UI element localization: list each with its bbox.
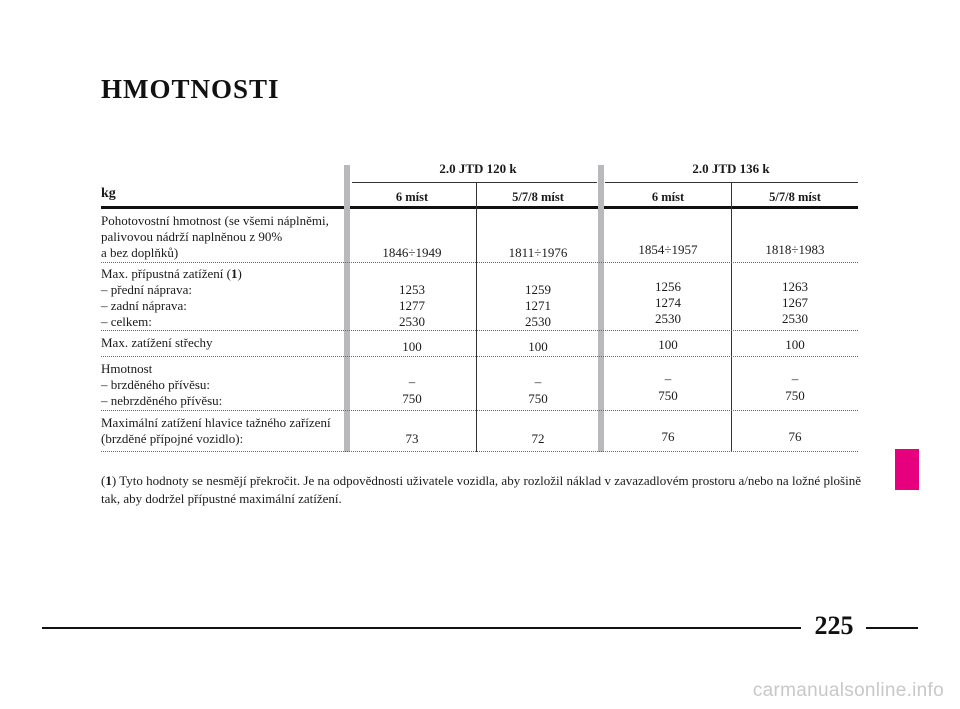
table-cell: [608, 279, 728, 327]
table-cell: [478, 339, 598, 355]
column-divider: [731, 183, 732, 452]
cell-value: 750: [402, 391, 422, 406]
unit-label: kg: [101, 186, 116, 201]
footnote-open: (: [101, 473, 106, 488]
column-header: 6 míst: [395, 190, 429, 204]
cell-value: 100: [528, 339, 548, 354]
cell-value: 1846÷1949: [382, 245, 442, 260]
row-divider: [101, 451, 858, 452]
label-line: – zadní náprava:: [101, 298, 187, 313]
label-line: [101, 266, 346, 282]
row-label-max-axle-load: [101, 266, 346, 330]
table-cell: [352, 245, 472, 261]
cell-value: 1256: [655, 279, 681, 294]
cell-value: 1263: [782, 279, 808, 294]
cell-value: 2530: [782, 311, 808, 326]
label-line: – brzděného přívěsu:: [101, 377, 211, 392]
cell-value: 1274: [655, 295, 681, 310]
cell-value: 1854÷1957: [638, 242, 698, 257]
group-underline: [352, 182, 597, 183]
table-cell: [735, 429, 855, 445]
label-line: – přední náprava:: [101, 282, 192, 297]
label-line: palivovou nádrží naplněnou z 90%: [101, 229, 283, 244]
cell-value: –: [534, 374, 542, 389]
cell-value: 76: [788, 429, 802, 444]
column-separator: [598, 165, 604, 452]
row-divider: [101, 356, 858, 357]
footnote-ref: 1: [230, 266, 238, 281]
label-line: Max. zatížení střechy: [101, 335, 213, 350]
row-divider: [101, 330, 858, 331]
cell-value: 750: [785, 388, 805, 403]
group-header-120k: 2.0 JTD 120 k: [439, 161, 517, 176]
cell-value: 2530: [525, 314, 551, 329]
page-number: 225: [814, 611, 854, 640]
label-line: – nebrzděného přívěsu:: [101, 393, 223, 408]
column-header: 6 míst: [651, 190, 685, 204]
cell-value: –: [664, 371, 672, 386]
cell-value: 2530: [655, 311, 681, 326]
label-line: Hmotnost: [101, 361, 153, 376]
table-cell: [352, 431, 472, 447]
table-cell: [478, 374, 598, 407]
cell-value: 1259: [525, 282, 551, 297]
label-line: Pohotovostní hmotnost (se všemi náplněmi,: [101, 213, 329, 228]
table-cell: [608, 337, 728, 353]
cell-value: 2530: [399, 314, 425, 329]
section-tab-marker: [895, 449, 919, 490]
label-line: Maximální zatížení hlavice tažného zařízení: [101, 415, 331, 430]
cell-value: 72: [531, 431, 545, 446]
table-cell: [608, 242, 728, 258]
cell-value: –: [408, 374, 416, 389]
cell-value: 1267: [782, 295, 808, 310]
table-cell: [478, 431, 598, 447]
row-label-trailer-weight: [101, 361, 346, 409]
cell-value: 750: [658, 388, 678, 403]
footnote-ref: 1: [105, 473, 112, 488]
header-rule: [101, 206, 858, 209]
cell-value: 100: [402, 339, 422, 354]
cell-value: 100: [785, 337, 805, 352]
watermark: carmanualsonline.info: [752, 680, 944, 701]
table-cell: [352, 282, 472, 330]
table-cell: [735, 337, 855, 353]
cell-value: 1818÷1983: [765, 242, 825, 257]
cell-value: 1253: [399, 282, 425, 297]
column-header: 5/7/8 míst: [512, 190, 564, 204]
footer-rule: [42, 627, 801, 629]
cell-value: 73: [405, 431, 419, 446]
label-line: (brzděné přípojné vozidlo):: [101, 431, 244, 446]
label-text: Max. přípustná zatížení (: [101, 266, 231, 281]
table-cell: [735, 242, 855, 258]
table-cell: [478, 245, 598, 261]
table-cell: [352, 339, 472, 355]
table-cell: [478, 282, 598, 330]
cell-value: –: [791, 371, 799, 386]
group-header-136k: 2.0 JTD 136 k: [692, 161, 770, 176]
footnote-text: ) Tyto hodnoty se nesmějí překročit. Je na odpovědnosti uživatele vozidla, aby rozložil náklad v zavazadlovém prostoru a/nebo na ložné plošině tak, aby dodržel přípustné maximální zatížení.: [101, 473, 861, 506]
table-cell: [608, 371, 728, 404]
label-line: – celkem:: [101, 314, 152, 329]
cell-value: 1271: [525, 298, 551, 313]
row-label-curb-weight: [101, 213, 346, 261]
cell-value: 1811÷1976: [508, 245, 568, 260]
cell-value: 100: [658, 337, 678, 352]
label-text: ): [237, 266, 242, 281]
row-divider: [101, 262, 858, 263]
row-label-tow-hitch-load: [101, 415, 346, 447]
row-label-roof-load: [101, 335, 346, 351]
cell-value: 750: [528, 391, 548, 406]
cell-value: 1277: [399, 298, 425, 313]
column-divider: [476, 183, 477, 452]
table-cell: [608, 429, 728, 445]
column-header: 5/7/8 míst: [769, 190, 821, 204]
label-line: a bez doplňků): [101, 245, 179, 260]
table-cell: [735, 279, 855, 327]
footer-rule: [866, 627, 918, 629]
footnote: [101, 472, 861, 508]
table-cell: [735, 371, 855, 404]
cell-value: 76: [661, 429, 675, 444]
row-divider: [101, 410, 858, 411]
table-cell: [352, 374, 472, 407]
page-title: HMOTNOSTI: [101, 74, 280, 104]
